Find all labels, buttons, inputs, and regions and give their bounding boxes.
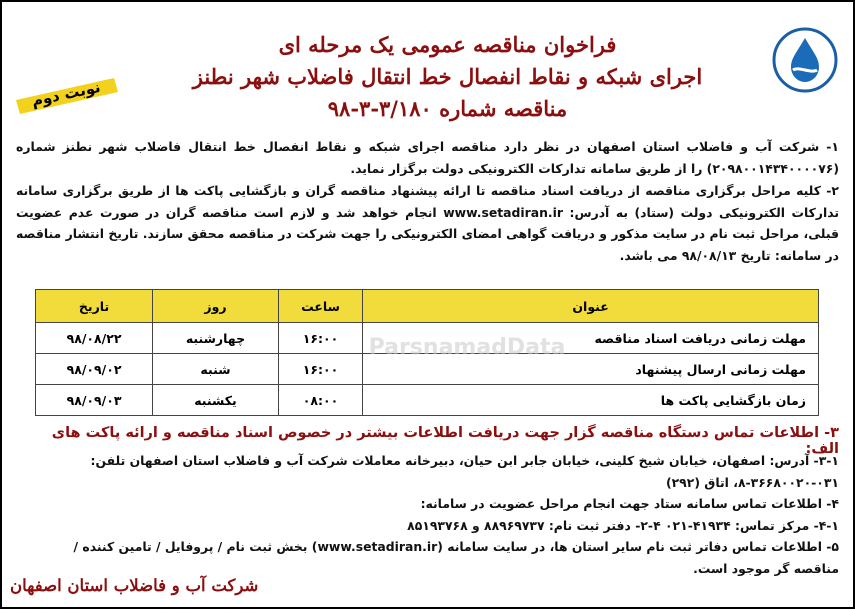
- contact-line-3: ۴- اطلاعات تماس سامانه ستاد جهت انجام مراحل عضویت در سامانه:: [420, 496, 839, 511]
- cell-title: مهلت زمانی ارسال پیشنهاد: [363, 354, 819, 385]
- contact-line-4: ۴-۱- مرکز تماس: ۴۱۹۳۴-۰۲۱ ۴-۲- دفتر ثبت نام: ۸۸۹۶۹۷۳۷ و ۸۵۱۹۳۷۶۸: [407, 517, 839, 533]
- table-header-row: [36, 290, 819, 323]
- paragraph-2: ۲- کلیه مراحل برگزاری مناقصه از دریافت اسناد مناقصه تا ارائه پیشنهاد مناقصه گران و بازگشایی پاکت ها از طریق برگزاری سامانه تدارکات الکترونیکی دولت (ستاد) به آدرس: www.setadiran.ir انجام خواهد شد و لازم است مناقصه گران در صورت عدم عضویت قبلی، مراحل ثبت نام در سایت مذکور و دریافت گواهی امضای الکترونیکی را جهت شرکت در مناقصه محقق سازند. تاریخ انتشار مناقصه در سامانه: تاریخ ۹۸/۰۸/۱۳ می باشد.: [16, 183, 839, 263]
- cell-title: مهلت زمانی دریافت اسناد مناقصه: [363, 323, 819, 354]
- title-line-1: فراخوان مناقصه عمومی یک مرحله ای: [278, 32, 617, 57]
- cell-day: یکشنبه: [153, 385, 279, 416]
- contact-line-1: ۳-۱- آدرس: اصفهان، خیابان شیخ کلینی، خیابان جابر ابن حیان، دبیرخانه معاملات شرکت آب و فاضلاب استان اصفهان تلفن:: [90, 453, 839, 468]
- section-3-heading: ۳- اطلاعات تماس دستگاه مناقصه گزار جهت دریافت اطلاعات بیشتر در خصوص اسناد مناقصه و ارائه پاکت های الف:: [51, 425, 839, 457]
- contact-list: [16, 450, 839, 579]
- water-company-logo-icon: [771, 26, 839, 94]
- badge-text: نوبت دوم: [29, 77, 102, 111]
- table-row: [36, 385, 819, 416]
- cell-day: شنبه: [153, 354, 279, 385]
- header-time: ساعت: [278, 290, 362, 323]
- cell-title: زمان بازگشایی پاکت ها: [363, 385, 819, 416]
- contact-line-6: مناقصه گر موجود است.: [693, 560, 839, 576]
- cell-date: ۹۸/۰۸/۲۲: [36, 323, 153, 354]
- paragraph-1: ۱- شرکت آب و فاضلاب استان اصفهان در نظر دارد مناقصه اجرای شبکه و نقاط انفصال خط انتقال فاضلاب شهر نطنز شماره (۲۰۹۸۰۰۱۴۳۴۰۰۰۰۷۶) را از طریق سامانه تدارکات الکترونیکی دولت برگزار نماید.: [16, 139, 839, 176]
- cell-day: چهارشنبه: [153, 323, 279, 354]
- header-title: عنوان: [363, 290, 819, 323]
- header-date: تاریخ: [36, 290, 153, 323]
- contact-line-2: ۸-۳۶۶۸۰۰۲۰-۰۳۱، اتاق (۲۹۲): [665, 474, 839, 490]
- cell-time: ۱۶:۰۰: [278, 323, 362, 354]
- second-round-badge: [10, 74, 122, 114]
- cell-time: ۰۸:۰۰: [278, 385, 362, 416]
- title-line-3: مناقصه شماره ۳/۱۸۰-۳-۹۸: [327, 96, 568, 121]
- contact-line-5: ۵- اطلاعات تماس دفاتر ثبت نام سایر استان ها، در سایت سامانه (www.setadiran.ir) بخش ثبت نام / پروفایل / تامین کننده /: [73, 539, 839, 554]
- cell-date: ۹۸/۰۹/۰۲: [36, 354, 153, 385]
- title-line-2: اجرای شبکه و نقاط انفصال خط انتقال فاضلاب شهر نطنز: [192, 64, 703, 89]
- cell-date: ۹۸/۰۹/۰۳: [36, 385, 153, 416]
- watermark-text: ParsnamadData: [368, 335, 566, 360]
- header-day: روز: [153, 290, 279, 323]
- cell-time: ۱۶:۰۰: [278, 354, 362, 385]
- footer-company-name: شرکت آب و فاضلاب استان اصفهان: [10, 576, 259, 595]
